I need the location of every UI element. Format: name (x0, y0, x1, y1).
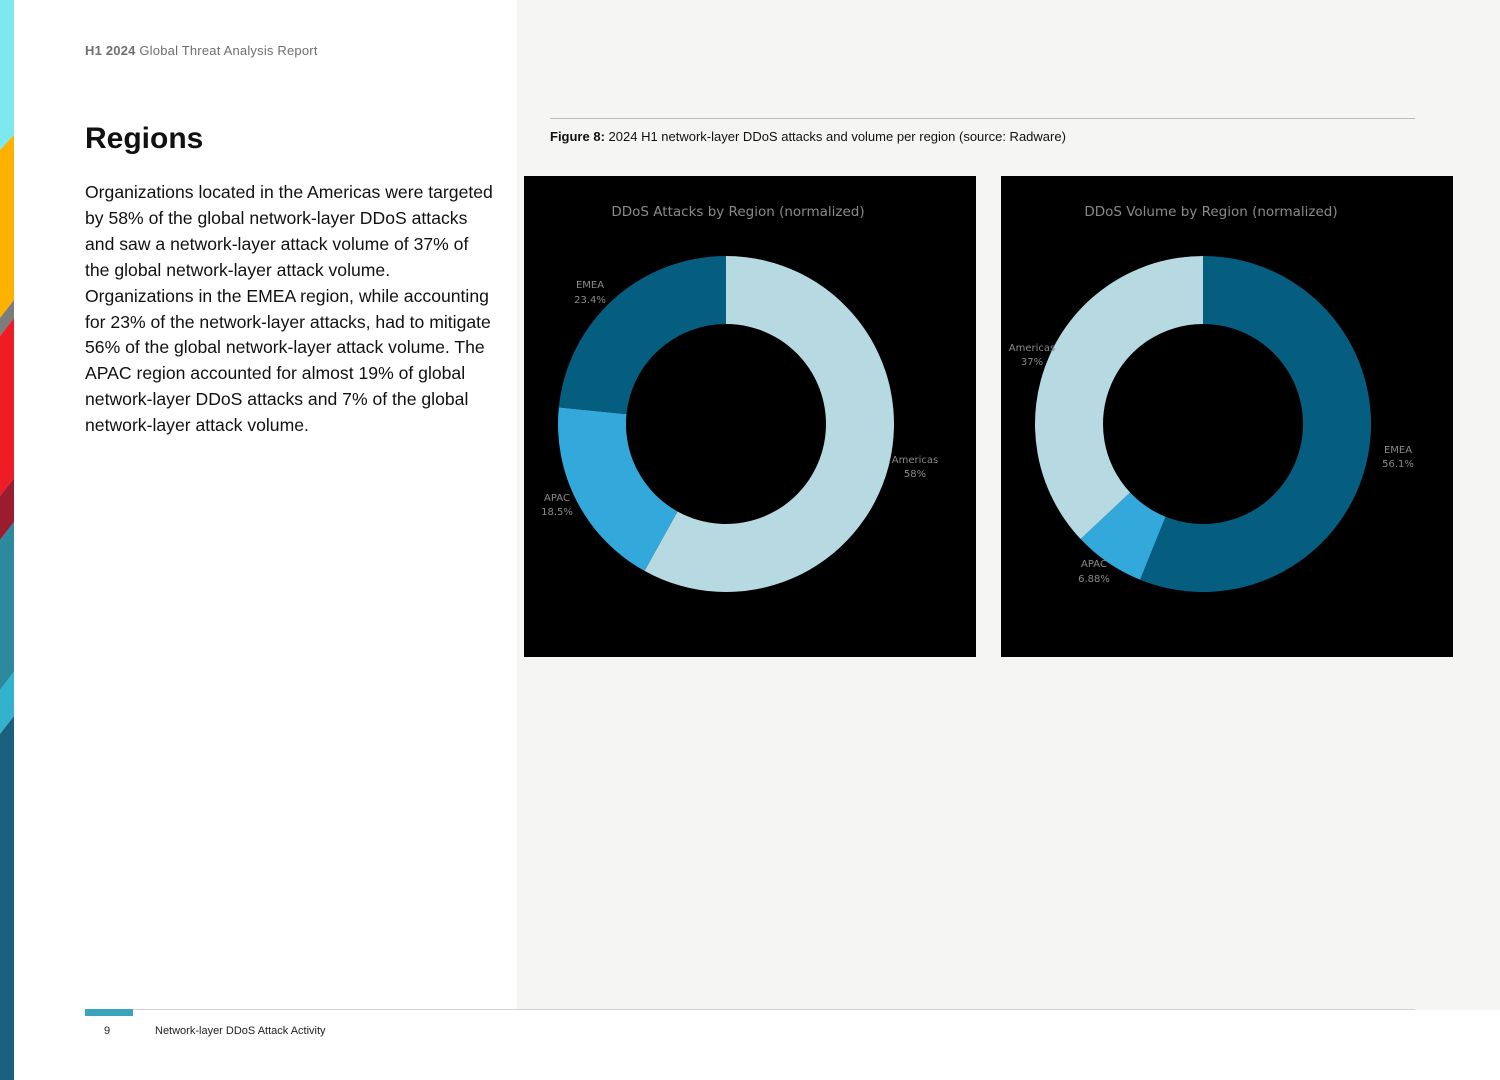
report-header-period: H1 2024 (85, 43, 136, 58)
stripe-band-aqua (0, 0, 14, 150)
volume-donut-slices (1035, 256, 1371, 592)
attacks-chart-title: DDoS Attacks by Region (normalized) (611, 204, 865, 220)
footer-section-name: Network-layer DDoS Attack Activity (155, 1025, 326, 1037)
attacks-label-emea-name: EMEA (575, 280, 605, 291)
volume-label-americas-value: 37% (1020, 357, 1044, 368)
attacks-label-americas-name: Americas (891, 455, 939, 466)
figure-label: Figure 8: (550, 129, 605, 144)
attacks-donut-svg (524, 176, 976, 657)
attacks-label-apac (541, 493, 573, 518)
donut-slice-americas (1035, 256, 1203, 539)
attacks-label-apac-value: 18.5% (541, 507, 573, 518)
volume-label-apac-name: APAC (1081, 559, 1107, 570)
attacks-label-emea (574, 280, 606, 306)
stripe-band-navy (0, 716, 14, 1080)
report-header (85, 43, 318, 58)
attacks-donut-slices (558, 256, 894, 592)
attacks-label-apac-name: APAC (544, 493, 570, 504)
volume-label-americas-name: Americas (1008, 343, 1056, 354)
figure-divider (550, 118, 1415, 119)
page-number: 9 (104, 1025, 111, 1037)
section-body: Organizations located in the Americas were targeted by 58% of the global network-layer DDoS attacks and saw a network-layer attack volume of 37% of the global network-layer attack volume. Organizations in the EMEA region, while accounting for 23% of the network-layer attacks, had to mitigate 56% of the global network-layer attack volume. The APAC region accounted for almost 19% of global network-layer DDoS attacks and 7% of the global network-layer attack volume. (85, 182, 493, 436)
footer-accent-bar (85, 1009, 133, 1016)
footer-divider (85, 1009, 1415, 1010)
stripe-band-amber (0, 135, 14, 318)
report-header-title: Global Threat Analysis Report (139, 43, 318, 58)
volume-label-apac (1078, 559, 1110, 585)
decorative-color-stripe (0, 0, 14, 1080)
stripe-band-teal (0, 522, 14, 690)
volume-label-apac-value: 6.88% (1078, 574, 1110, 585)
stripe-band-red (0, 318, 14, 496)
volume-chart-title: DDoS Volume by Region (normalized) (1084, 204, 1338, 220)
text-column (14, 0, 517, 1080)
attacks-label-americas-value: 58% (903, 469, 927, 480)
attacks-by-region-chart (524, 176, 976, 657)
volume-donut-svg (1001, 176, 1453, 657)
volume-label-emea-value: 56.1% (1382, 459, 1414, 470)
section-title: Regions (85, 122, 204, 155)
attacks-label-americas (892, 455, 938, 480)
figure-caption-text: 2024 H1 network-layer DDoS attacks and volume per region (source: Radware) (608, 129, 1066, 144)
volume-label-emea (1382, 445, 1414, 470)
volume-by-region-chart (1001, 176, 1453, 657)
figure-caption (550, 129, 1066, 144)
volume-label-emea-name: EMEA (1383, 445, 1413, 456)
attacks-label-emea-value: 23.4% (574, 295, 606, 306)
